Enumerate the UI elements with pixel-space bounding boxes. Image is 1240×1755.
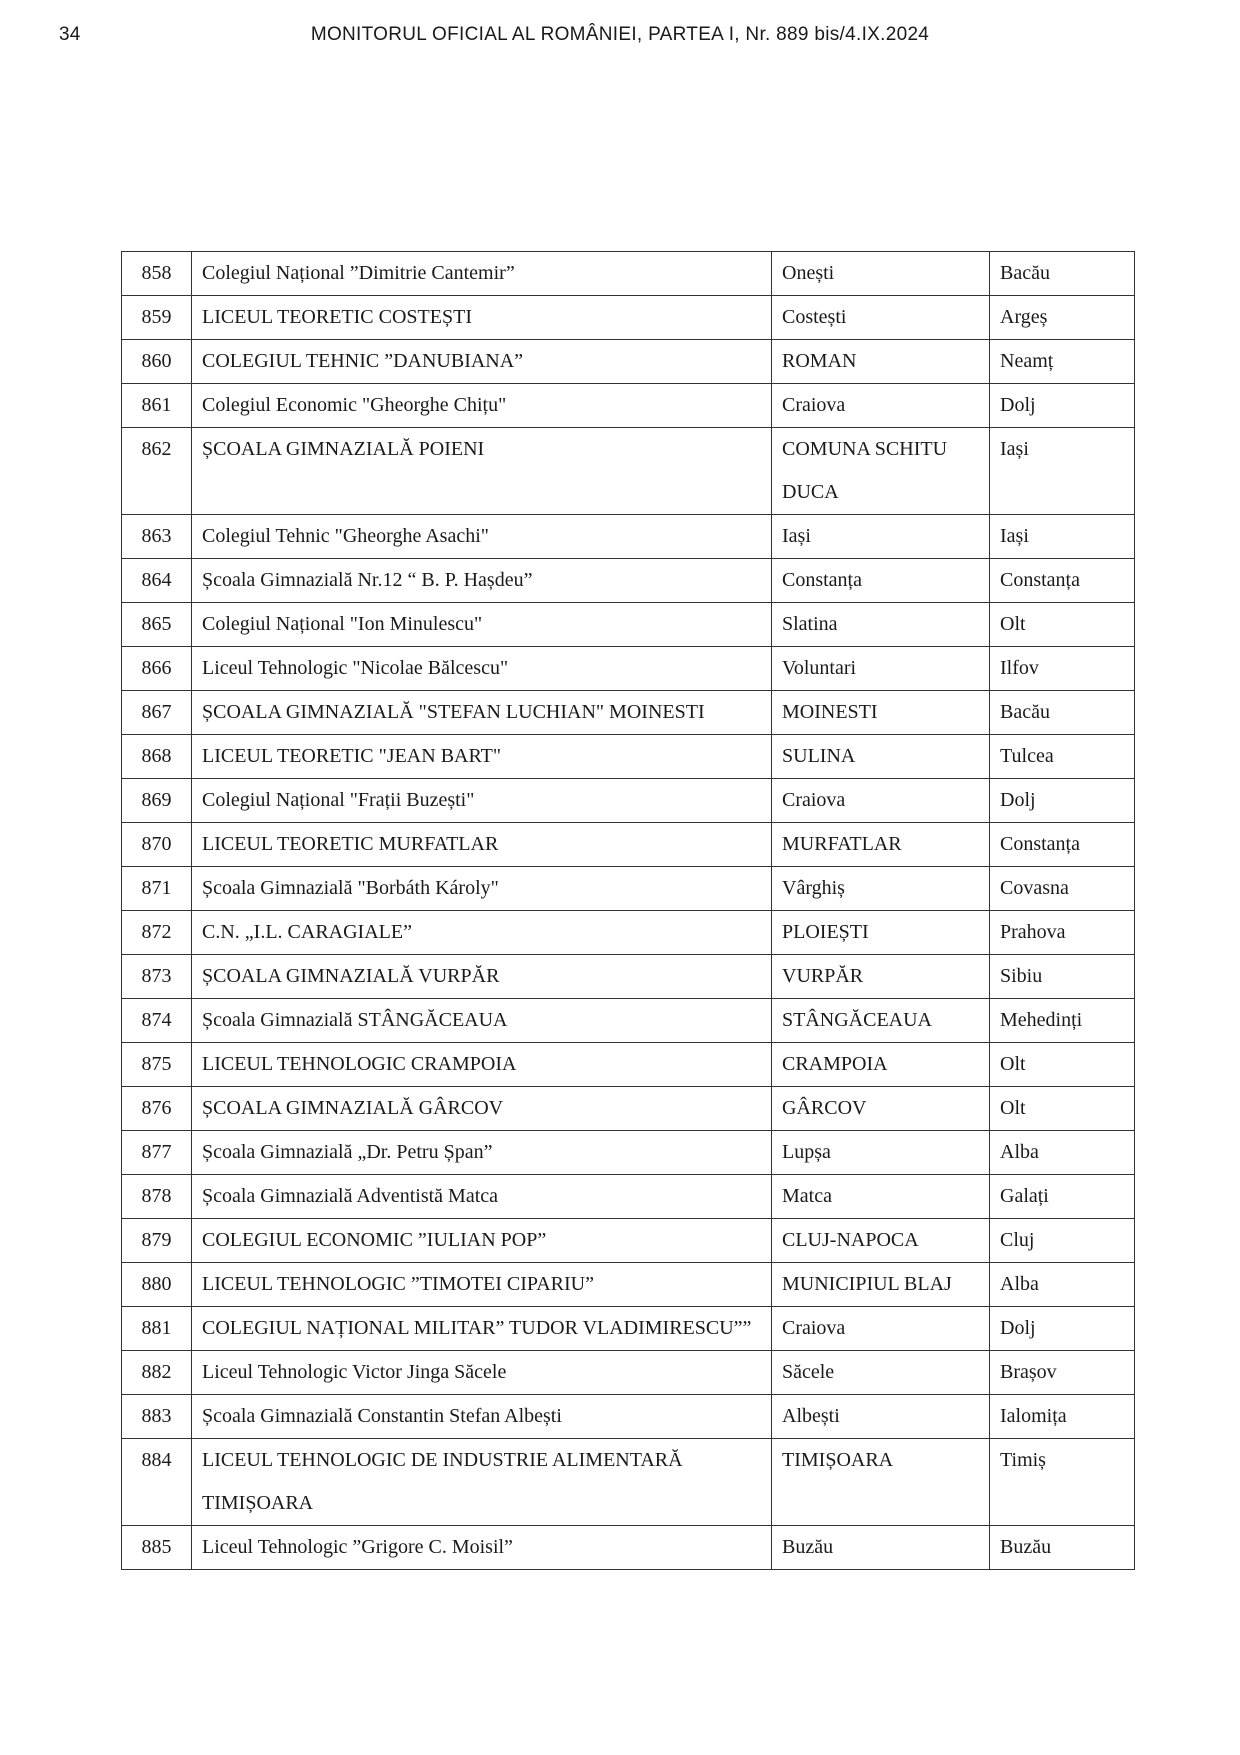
locality: VURPĂR [772,955,990,999]
locality: Buzău [772,1526,990,1570]
locality: ROMAN [772,340,990,384]
county: Dolj [990,779,1135,823]
row-number: 876 [122,1087,192,1131]
row-number: 861 [122,384,192,428]
row-number: 869 [122,779,192,823]
school-name: Liceul Tehnologic Victor Jinga Săcele [192,1351,772,1395]
locality: MURFATLAR [772,823,990,867]
school-name: LICEUL TEHNOLOGIC DE INDUSTRIE ALIMENTARĂ TIMIȘOARA [192,1439,772,1526]
row-number: 875 [122,1043,192,1087]
locality: Craiova [772,779,990,823]
school-name: Colegiul Tehnic "Gheorghe Asachi" [192,515,772,559]
row-number: 865 [122,603,192,647]
row-number: 870 [122,823,192,867]
locality: Săcele [772,1351,990,1395]
school-name: LICEUL TEORETIC MURFATLAR [192,823,772,867]
school-name: Școala Gimnazială STÂNGĂCEAUA [192,999,772,1043]
table-row [122,1351,1135,1395]
schools-table-body [122,252,1135,1570]
row-number: 885 [122,1526,192,1570]
locality: Lupșa [772,1131,990,1175]
school-name: ȘCOALA GIMNAZIALĂ POIENI [192,428,772,515]
county: Ialomița [990,1395,1135,1439]
table-row [122,1043,1135,1087]
county: Dolj [990,1307,1135,1351]
row-number: 873 [122,955,192,999]
table-row [122,559,1135,603]
row-number: 881 [122,1307,192,1351]
row-number: 884 [122,1439,192,1526]
locality: MOINESTI [772,691,990,735]
table-row [122,1087,1135,1131]
locality: SULINA [772,735,990,779]
county: Timiș [990,1439,1135,1526]
row-number: 879 [122,1219,192,1263]
school-name: Colegiul Național "Ion Minulescu" [192,603,772,647]
county: Buzău [990,1526,1135,1570]
table-row [122,515,1135,559]
county: Dolj [990,384,1135,428]
school-name: COLEGIUL TEHNIC ”DANUBIANA” [192,340,772,384]
row-number: 877 [122,1131,192,1175]
table-row [122,1263,1135,1307]
school-name: Colegiul Economic "Gheorghe Chițu" [192,384,772,428]
locality: GÂRCOV [772,1087,990,1131]
row-number: 864 [122,559,192,603]
row-number: 868 [122,735,192,779]
locality: STÂNGĂCEAUA [772,999,990,1043]
locality: Vârghiș [772,867,990,911]
school-name: Școala Gimnazială Nr.12 “ B. P. Hașdeu” [192,559,772,603]
table-row [122,340,1135,384]
locality: COMUNA SCHITU DUCA [772,428,990,515]
school-name: ȘCOALA GIMNAZIALĂ "STEFAN LUCHIAN" MOINESTI [192,691,772,735]
school-name: Colegiul Național ”Dimitrie Cantemir” [192,252,772,296]
locality: Constanța [772,559,990,603]
county: Tulcea [990,735,1135,779]
school-name: COLEGIUL ECONOMIC ”IULIAN POP” [192,1219,772,1263]
county: Neamț [990,340,1135,384]
row-number: 866 [122,647,192,691]
table-row [122,691,1135,735]
locality: TIMIȘOARA [772,1439,990,1526]
county: Brașov [990,1351,1135,1395]
county: Olt [990,1043,1135,1087]
page-number: 34 [59,24,81,45]
table-row [122,647,1135,691]
locality: Iași [772,515,990,559]
school-name: LICEUL TEORETIC COSTEȘTI [192,296,772,340]
table-row [122,735,1135,779]
table-row [122,428,1135,515]
table-row [122,999,1135,1043]
table-row [122,1307,1135,1351]
locality: CRAMPOIA [772,1043,990,1087]
school-name: ȘCOALA GIMNAZIALĂ GÂRCOV [192,1087,772,1131]
table-row [122,911,1135,955]
county: Cluj [990,1219,1135,1263]
schools-table [121,251,1135,1570]
county: Argeș [990,296,1135,340]
locality: MUNICIPIUL BLAJ [772,1263,990,1307]
county: Covasna [990,867,1135,911]
county: Ilfov [990,647,1135,691]
table-row [122,823,1135,867]
row-number: 882 [122,1351,192,1395]
school-name: LICEUL TEHNOLOGIC ”TIMOTEI CIPARIU” [192,1263,772,1307]
county: Olt [990,1087,1135,1131]
school-name: LICEUL TEHNOLOGIC CRAMPOIA [192,1043,772,1087]
locality: Costești [772,296,990,340]
locality: CLUJ-NAPOCA [772,1219,990,1263]
row-number: 880 [122,1263,192,1307]
locality: Albești [772,1395,990,1439]
county: Bacău [990,252,1135,296]
locality: Matca [772,1175,990,1219]
row-number: 874 [122,999,192,1043]
row-number: 871 [122,867,192,911]
table-row [122,296,1135,340]
county: Galați [990,1175,1135,1219]
row-number: 863 [122,515,192,559]
table-row [122,1439,1135,1526]
page-header-title: MONITORUL OFICIAL AL ROMÂNIEI, PARTEA I, Nr. 889 bis/4.IX.2024 [310,24,930,45]
locality: Voluntari [772,647,990,691]
school-name: Liceul Tehnologic "Nicolae Bălcescu" [192,647,772,691]
table-row [122,1395,1135,1439]
school-name: Liceul Tehnologic ”Grigore C. Moisil” [192,1526,772,1570]
locality: Craiova [772,384,990,428]
row-number: 859 [122,296,192,340]
table-row [122,779,1135,823]
school-name: ȘCOALA GIMNAZIALĂ VURPĂR [192,955,772,999]
table-row [122,603,1135,647]
county: Olt [990,603,1135,647]
school-name: Școala Gimnazială "Borbáth Károly" [192,867,772,911]
locality: PLOIEȘTI [772,911,990,955]
row-number: 858 [122,252,192,296]
table-row [122,955,1135,999]
table-row [122,384,1135,428]
school-name: Școala Gimnazială Adventistă Matca [192,1175,772,1219]
county: Prahova [990,911,1135,955]
table-row [122,1526,1135,1570]
table-row [122,1175,1135,1219]
county: Constanța [990,823,1135,867]
table-row [122,1131,1135,1175]
row-number: 867 [122,691,192,735]
county: Sibiu [990,955,1135,999]
county: Constanța [990,559,1135,603]
row-number: 860 [122,340,192,384]
school-name: Școala Gimnazială „Dr. Petru Șpan” [192,1131,772,1175]
locality: Craiova [772,1307,990,1351]
school-name: Colegiul Național "Frații Buzești" [192,779,772,823]
table-row [122,252,1135,296]
county: Bacău [990,691,1135,735]
county: Alba [990,1131,1135,1175]
row-number: 878 [122,1175,192,1219]
table-row [122,867,1135,911]
county: Iași [990,428,1135,515]
locality: Onești [772,252,990,296]
row-number: 872 [122,911,192,955]
row-number: 862 [122,428,192,515]
locality: Slatina [772,603,990,647]
school-name: C.N. „I.L. CARAGIALE” [192,911,772,955]
table-row [122,1219,1135,1263]
school-name: COLEGIUL NAȚIONAL MILITAR” TUDOR VLADIMIRESCU”” [192,1307,772,1351]
county: Mehedinți [990,999,1135,1043]
county: Iași [990,515,1135,559]
county: Alba [990,1263,1135,1307]
school-name: LICEUL TEORETIC "JEAN BART" [192,735,772,779]
school-name: Școala Gimnazială Constantin Stefan Albești [192,1395,772,1439]
row-number: 883 [122,1395,192,1439]
